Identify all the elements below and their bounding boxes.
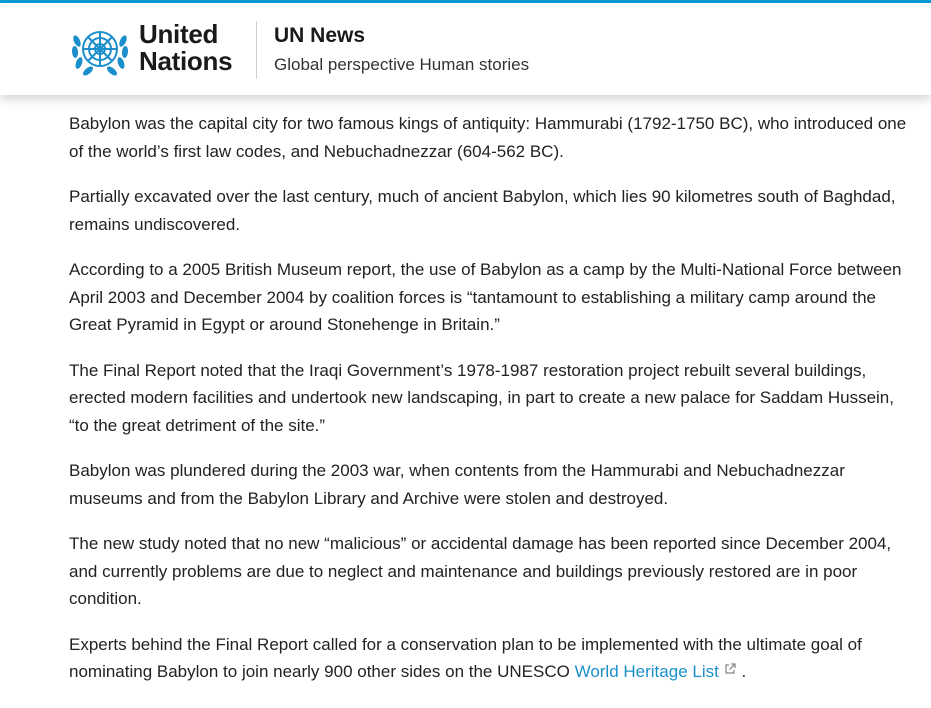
article-paragraph: Babylon was plundered during the 2003 war, when contents from the Hammurabi and Nebuchadnezzar museums and from the Babylon Library and Archive were stolen and destroyed.: [69, 461, 845, 508]
article-paragraph: According to a 2005 British Museum report, the use of Babylon as a camp by the Multi-National Force between April 2003 and December 2004 by coalition forces is “tantamount to establishing a military camp around the Great Pyramid in Egypt or around Stonehenge in Britain.”: [69, 260, 902, 334]
article-paragraph-last: [69, 631, 909, 686]
article-paragraph: Babylon was the capital city for two famous kings of antiquity: Hammurabi (1792-1750 BC), who introduced one of the world’s first law codes, and Nebuchadnezzar (604-562 BC).: [69, 114, 907, 161]
site-name[interactable]: UN News: [274, 24, 366, 47]
un-emblem-icon[interactable]: [68, 21, 132, 79]
article-paragraph: The Final Report noted that the Iraqi Government’s 1978-1987 restoration project rebuilt several buildings, erected modern facilities and undertook new landscaping, in part to create a new palace for Saddam Hussein, “to the great detriment of the site.”: [69, 360, 894, 435]
logo-line-1: United: [139, 19, 219, 49]
site-header: [0, 3, 931, 95]
article-paragraph: Partially excavated over the last century, much of ancient Babylon, which lies 90 kilometres south of Baghdad, remains undiscovered.: [69, 187, 896, 234]
external-link-icon: [723, 662, 737, 676]
un-logo-wordmark[interactable]: [139, 21, 232, 75]
header-divider: [256, 21, 257, 79]
last-paragraph-end: .: [736, 662, 747, 681]
article-body: [69, 110, 909, 704]
world-heritage-list-link[interactable]: [575, 662, 737, 681]
last-paragraph-text: Experts behind the Final Report called for a conservation plan to be implemented with the ultimate goal of nominating Babylon to join nearly 900 other sides on the UNESCO: [69, 634, 862, 681]
world-heritage-list-link-text: World Heritage List: [574, 662, 719, 681]
article-paragraph: The new study noted that no new “malicious” or accidental damage has been reported since December 2004, and currently problems are due to neglect and maintenance and buildings previously restored are in poor condition.: [69, 534, 892, 608]
logo-line-2: Nations: [139, 46, 233, 76]
site-tagline: Global perspective Human stories: [274, 55, 530, 74]
